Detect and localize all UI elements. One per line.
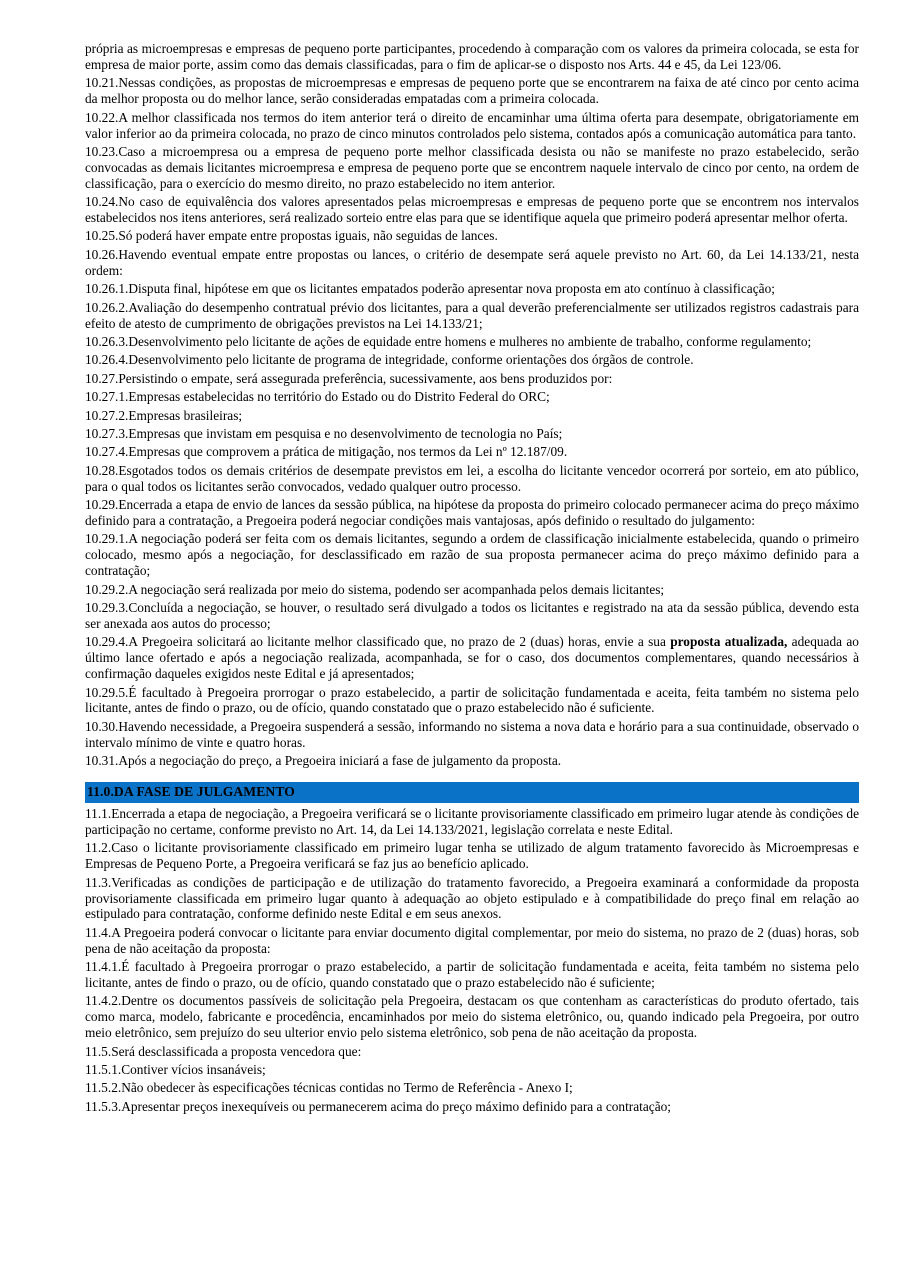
paragraph: própria as microempresas e empresas de pequeno porte participantes, procedendo à comparação com os valores da primeira colocada, se esta for empresa de maior porte, assim como das demais classificadas, para o fim de aplicar-se o disposto nos Arts. 44 e 45, da Lei 123/06. <box>85 41 859 72</box>
paragraph: 11.5.1.Contiver vícios insanáveis; <box>85 1062 266 1078</box>
bold-text-run: proposta atualizada, <box>670 634 788 650</box>
document-content <box>85 41 859 1117</box>
paragraph: 10.29.1.A negociação poderá ser feita com os demais licitantes, segundo a ordem de classificação inicialmente estabelecida, quando o primeiro colocado, mesmo após a negociação, for desclassificado em razão de sua proposta permanecer acima do preço máximo definido para a contratação; <box>85 531 859 579</box>
paragraph: 10.29.3.Concluída a negociação, se houver, o resultado será divulgado a todos os licitantes e registrado na ata da sessão pública, devendo esta ser anexada aos autos do processo; <box>85 600 859 631</box>
paragraph: 11.4.A Pregoeira poderá convocar o licitante para enviar documento digital complementar, por meio do sistema, no prazo de 2 (duas) horas, sob pena de não aceitação da proposta: <box>85 924 859 956</box>
paragraph: 10.29.2.A negociação será realizada por meio do sistema, podendo ser acompanhada pelos demais licitantes; <box>85 581 665 597</box>
paragraph: 10.27.Persistindo o empate, será assegurada preferência, sucessivamente, aos bens produzidos por: <box>85 370 613 386</box>
paragraph: 10.21.Nessas condições, as propostas de microempresas e empresas de pequeno porte que se encontrarem na faixa de até cinco por cento acima da melhor proposta ou do melhor lance, serão consideradas empatadas com a primeira colocada. <box>85 75 859 107</box>
paragraph: 10.29.5.É facultado à Pregoeira prorrogar o prazo estabelecido, a partir de solicitação fundamentada e aceita, feita também no sistema pelo licitante, antes de findo o prazo, ou de ofício, quando constatado que o prazo estabelecido não é suficiente. <box>85 684 859 716</box>
paragraph: 10.26.Havendo eventual empate entre propostas ou lances, o critério de desempate será aquele previsto no Art. 60, da Lei 14.133/21, nesta ordem: <box>85 246 859 278</box>
paragraph: 10.27.1.Empresas estabelecidas no território do Estado ou do Distrito Federal do ORC; <box>85 389 550 405</box>
paragraph: 10.23.Caso a microempresa ou a empresa de pequeno porte melhor classificada desista ou não se manifeste no prazo estabelecido, serão convocadas as demais licitantes microempresa e empresa de pequeno porte que se encontrem naquele intervalo de cinco por cento, na ordem de classificação, para o exercício do mesmo direito, no prazo estabelecido no item anterior. <box>85 143 859 191</box>
paragraph: 10.27.4.Empresas que comprovem a prática de mitigação, nos termos da Lei nº 12.187/09. <box>85 444 568 460</box>
paragraph <box>85 634 859 682</box>
paragraph: 11.4.2.Dentre os documentos passíveis de solicitação pela Pregoeira, destacam os que contenham as características do produto ofertado, tais como marca, modelo, fabricante e procedência, encaminhados por meio do sistema eletrônico, ou, quando indicado pela Pregoeira, por outro meio eletrônico, sem prejuízo do seu ulterior envio pelo sistema eletrônico, sob pena de não aceitação da proposta. <box>85 993 859 1041</box>
paragraph: 10.24.No caso de equivalência dos valores apresentados pelas microempresas e empresas de pequeno porte que se encontrem nos intervalos estabelecidos nos itens anteriores, será realizado sorteio entre elas para que se identifique aquela que primeiro poderá apresentar melhor oferta. <box>85 194 859 226</box>
paragraph: 11.5.3.Apresentar preços inexequíveis ou permanecerem acima do preço máximo definido para a contratação; <box>85 1098 672 1114</box>
paragraph: 10.26.4.Desenvolvimento pelo licitante de programa de integridade, conforme orientações dos órgãos de controle. <box>85 352 694 368</box>
text-run: adequada ao último lance ofertado e após a negociação realizada, acompanhada, se for o caso, dos documentos complementares, quando necessários à confirmação daqueles exigidos neste Edital e já apresentados; <box>85 634 859 682</box>
paragraph: 10.29.Encerrada a etapa de envio de lances da sessão pública, na hipótese da proposta do primeiro colocado permanecer acima do preço máximo definido para a contratação, a Pregoeira poderá negociar condições mais vantajosas, após definido o resultado do julgamento: <box>85 497 859 528</box>
section-header: 11.0.DA FASE DE JULGAMENTO <box>85 782 859 803</box>
paragraph: 11.1.Encerrada a etapa de negociação, a Pregoeira verificará se o licitante provisoriamente classificado em primeiro lugar atende às condições de participação no certame, conforme previsto no Art. 14, da Lei 14.133/2021, legislação correlata e neste Edital. <box>85 805 859 837</box>
paragraph: 10.28.Esgotados todos os demais critérios de desempate previstos em lei, a escolha do licitante vencedor ocorrerá por sorteio, em ato público, para o qual todos os licitantes serão convocados, vedado qualquer outro processo. <box>85 462 859 494</box>
paragraph: 10.31.Após a negociação do preço, a Pregoeira iniciará a fase de julgamento da proposta. <box>85 753 562 769</box>
paragraph: 10.26.3.Desenvolvimento pelo licitante de ações de equidade entre homens e mulheres no ambiente de trabalho, conforme regulamento; <box>85 333 812 349</box>
paragraph: 10.26.1.Disputa final, hipótese em que os licitantes empatados poderão apresentar nova proposta em ato contínuo à classificação; <box>85 281 775 297</box>
paragraph: 10.25.Só poderá haver empate entre propostas iguais, não seguidas de lances. <box>85 228 498 244</box>
paragraph: 11.5.2.Não obedecer às especificações técnicas contidas no Termo de Referência - Anexo I; <box>85 1080 573 1096</box>
paragraph: 10.27.2.Empresas brasileiras; <box>85 407 243 423</box>
paragraph: 11.5.Será desclassificada a proposta vencedora que: <box>85 1043 362 1059</box>
paragraph: 11.2.Caso o licitante provisoriamente classificado em primeiro lugar tenha se utilizado de algum tratamento favorecido às Microempresas e Empresas de Pequeno Porte, a Pregoeira verificará se faz jus ao benefício aplicado. <box>85 840 859 872</box>
paragraph: 10.26.2.Avaliação do desempenho contratual prévio dos licitantes, para a qual deverão preferencialmente ser utilizados registros cadastrais para efeito de atesto de cumprimento de obrigações previstos na Lei 14.133/21; <box>85 299 859 331</box>
paragraph: 10.30.Havendo necessidade, a Pregoeira suspenderá a sessão, informando no sistema a nova data e horário para a sua continuidade, observado o intervalo mínimo de vinte e quatro horas. <box>85 718 859 750</box>
paragraph: 11.4.1.É facultado à Pregoeira prorrogar o prazo estabelecido, a partir de solicitação fundamentada e aceita, feita também no sistema pelo licitante, antes de findo o prazo, ou de ofício, quando constatado que o prazo estabelecido não é suficiente; <box>85 959 859 991</box>
paragraph: 11.3.Verificadas as condições de participação e de utilização do tratamento favorecido, a Pregoeira examinará a conformidade da proposta provisoriamente classificada em primeiro lugar quanto à adequação ao objeto estipulado e à compatibilidade do preço final em relação ao estipulado para contratação, conforme definido neste Edital e em seus anexos. <box>85 874 859 922</box>
paragraph: 10.22.A melhor classificada nos termos do item anterior terá o direito de encaminhar uma última oferta para desempate, obrigatoriamente em valor inferior ao da primeira colocada, no prazo de cinco minutos controlados pelo sistema, contados após a comunicação automática para tanto. <box>85 109 859 141</box>
paragraph: 10.27.3.Empresas que invistam em pesquisa e no desenvolvimento de tecnologia no País; <box>85 425 563 441</box>
text-run: 10.29.4.A Pregoeira solicitará ao licitante melhor classificado que, no prazo de 2 (duas) horas, envie a sua <box>85 634 671 650</box>
